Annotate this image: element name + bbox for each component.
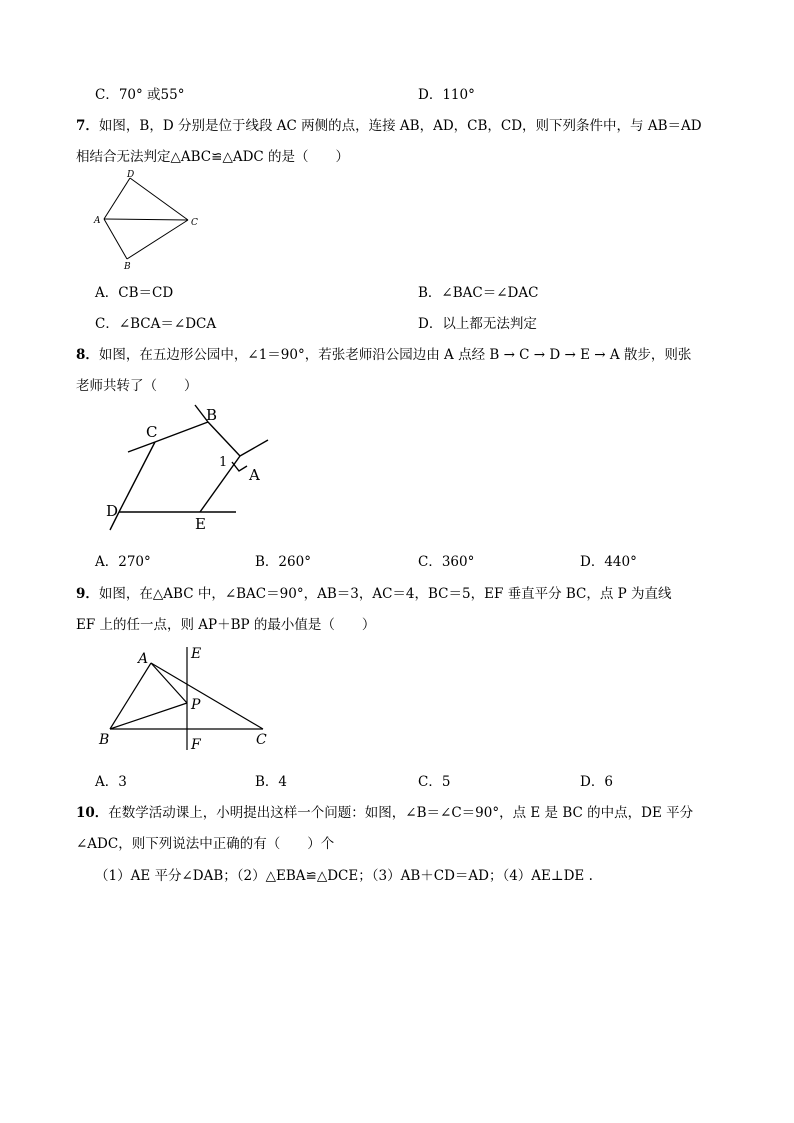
q8-label-angle-1: 1 — [219, 455, 228, 470]
q9-label-a: A — [138, 651, 149, 667]
q8-option-a: A．270° — [95, 554, 151, 570]
q8-option-b: B．260° — [255, 554, 311, 570]
q7-text-1: 如图，B，D 分别是位于线段 AC 两侧的点，连接 AB，AD，CB，CD，则下列条件中，与 AB＝AD — [98, 118, 702, 134]
q7-stem-line1 — [76, 114, 702, 134]
q10-stem-line1 — [76, 801, 693, 821]
q8-label-b: B — [206, 406, 218, 424]
q8-label-d: D — [106, 502, 119, 520]
q6-option-d: D．110° — [418, 87, 475, 103]
q9-number: 9． — [76, 586, 99, 602]
q9-label-b: B — [99, 732, 110, 748]
q6-option-c: C．70° 或55° — [95, 87, 185, 103]
q7-option-a: A．CB＝CD — [95, 285, 174, 301]
q8-option-c: C．360° — [418, 554, 475, 570]
q7-label-d: D — [127, 170, 135, 180]
q8-figure — [100, 400, 280, 540]
q8-stem-line2: 老师共转了（ ） — [76, 378, 198, 394]
q8-text-1: 如图，在五边形公园中，∠1＝90°，若张老师沿公园边由 A 点经 B → C → D → E → A 散步，则张 — [98, 347, 692, 363]
q10-statements: （1）AE 平分∠DAB；（2）△EBA≌△DCE；（3）AB＋CD＝AD；（4）AE⊥DE . — [95, 868, 593, 884]
q7-option-c: C．∠BCA＝∠DCA — [95, 316, 217, 332]
q9-text-1: 如图，在△ABC 中，∠BAC＝90°，AB＝3，AC＝4，BC＝5，EF 垂直平分 BC，点 P 为直线 — [98, 586, 672, 602]
q7-number: 7． — [76, 118, 99, 134]
q7-option-b: B．∠BAC＝∠DAC — [418, 285, 539, 301]
q7-label-b: B — [124, 262, 131, 272]
q7-label-a: A — [94, 216, 101, 226]
q9-option-b: B．4 — [255, 774, 288, 790]
q9-label-c: C — [256, 732, 267, 748]
q10-stem-line2: ∠ADC，则下列说法中正确的有（ ）个 — [76, 836, 335, 852]
q9-label-f: F — [191, 737, 201, 753]
q7-label-c: C — [191, 218, 198, 228]
q9-label-e: E — [191, 646, 202, 662]
q9-figure — [95, 642, 275, 757]
q9-label-p: P — [191, 697, 201, 713]
q8-label-a: A — [249, 466, 260, 484]
q10-text-1: 在数学活动课上，小明提出这样一个问题：如图，∠B＝∠C＝90°，点 E 是 BC 的中点，DE 平分 — [108, 805, 694, 821]
q10-number: 10． — [76, 805, 109, 821]
q8-label-c: C — [146, 423, 158, 441]
q8-option-d: D．440° — [580, 554, 637, 570]
q7-figure — [90, 168, 210, 272]
q9-option-c: C．5 — [418, 774, 451, 790]
q8-label-e: E — [195, 515, 206, 533]
q9-option-d: D．6 — [580, 774, 613, 790]
q8-number: 8． — [76, 347, 99, 363]
q9-stem-line1 — [76, 582, 672, 602]
q9-stem-line2: EF 上的任一点，则 AP＋BP 的最小值是（ ） — [76, 617, 376, 633]
q7-stem-line2: 相结合无法判定△ABC≌△ADC 的是（ ） — [76, 149, 350, 165]
q7-option-d: D．以上都无法判定 — [418, 316, 537, 332]
q9-option-a: A．3 — [95, 774, 127, 790]
q8-stem-line1 — [76, 343, 691, 363]
